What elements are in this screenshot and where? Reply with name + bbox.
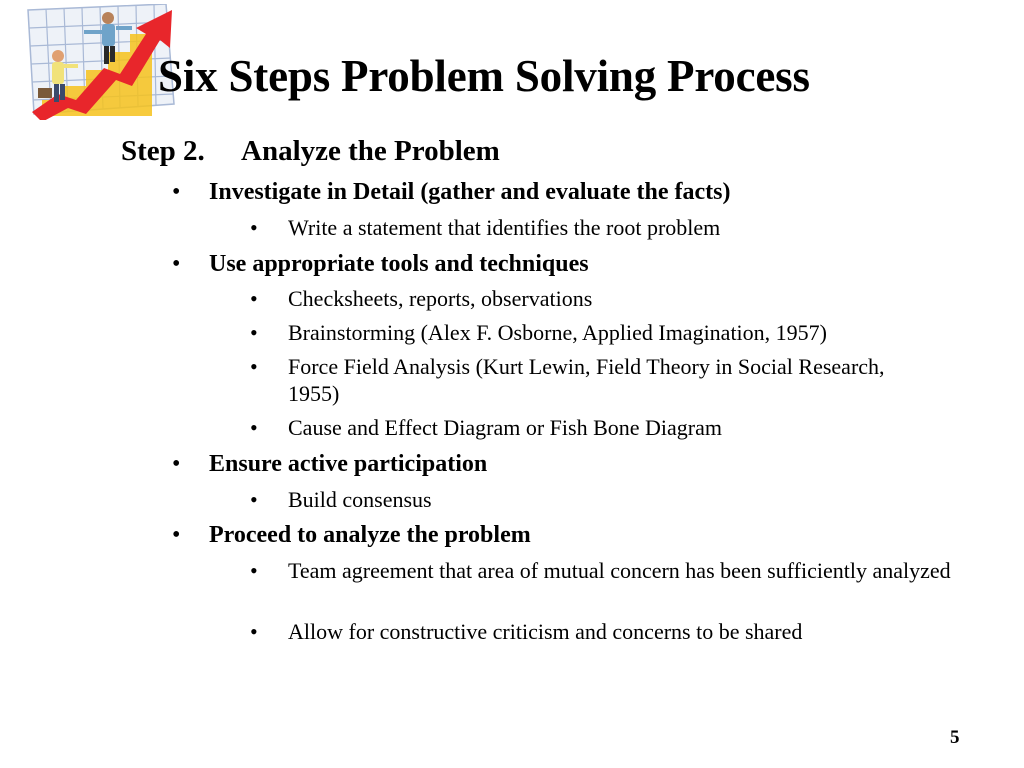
step-name: Analyze the Problem — [241, 135, 500, 167]
sub-bullet-dot: • — [250, 354, 258, 379]
step-label: Step 2. — [121, 135, 205, 167]
sub-bullet-dot: • — [250, 558, 258, 583]
bullet-dot: • — [172, 251, 181, 277]
sub-bullet-text: Team agreement that area of mutual concern has been sufficiently analyzed — [288, 558, 951, 583]
page-number: 5 — [950, 727, 960, 748]
sub-bullet-text: Cause and Effect Diagram or Fish Bone Diagram — [288, 415, 722, 440]
sub-bullet-text: Build consensus — [288, 487, 432, 512]
slide-title: Six Steps Problem Solving Process — [158, 51, 810, 101]
sub-bullet-dot: • — [250, 320, 258, 345]
sub-bullet-dot: • — [250, 415, 258, 440]
bullet-dot: • — [172, 451, 181, 477]
sub-bullet-dot: • — [250, 215, 258, 240]
step-heading — [121, 133, 500, 169]
sub-bullet-dot: • — [250, 286, 258, 311]
sub-bullet-text: Allow for constructive criticism and concerns to be shared — [288, 619, 803, 644]
bullet-dot: • — [172, 522, 181, 548]
bullet-text: Investigate in Detail (gather and evaluate the facts) — [209, 179, 731, 205]
sub-bullet-text: Force Field Analysis (Kurt Lewin, Field Theory in Social Research, 1955) — [288, 354, 885, 406]
sub-bullet-text: Write a statement that identifies the root problem — [288, 215, 721, 240]
bullet-text: Ensure active participation — [209, 451, 488, 477]
sub-bullet-text: Checksheets, reports, observations — [288, 286, 593, 311]
bullet-text: Proceed to analyze the problem — [209, 522, 531, 548]
bullet-dot: • — [172, 179, 181, 205]
bullet-text: Use appropriate tools and techniques — [209, 251, 589, 277]
sub-bullet-dot: • — [250, 487, 258, 512]
sub-bullet-text: Brainstorming (Alex F. Osborne, Applied Imagination, 1957) — [288, 320, 827, 345]
sub-bullet-dot: • — [250, 619, 258, 644]
